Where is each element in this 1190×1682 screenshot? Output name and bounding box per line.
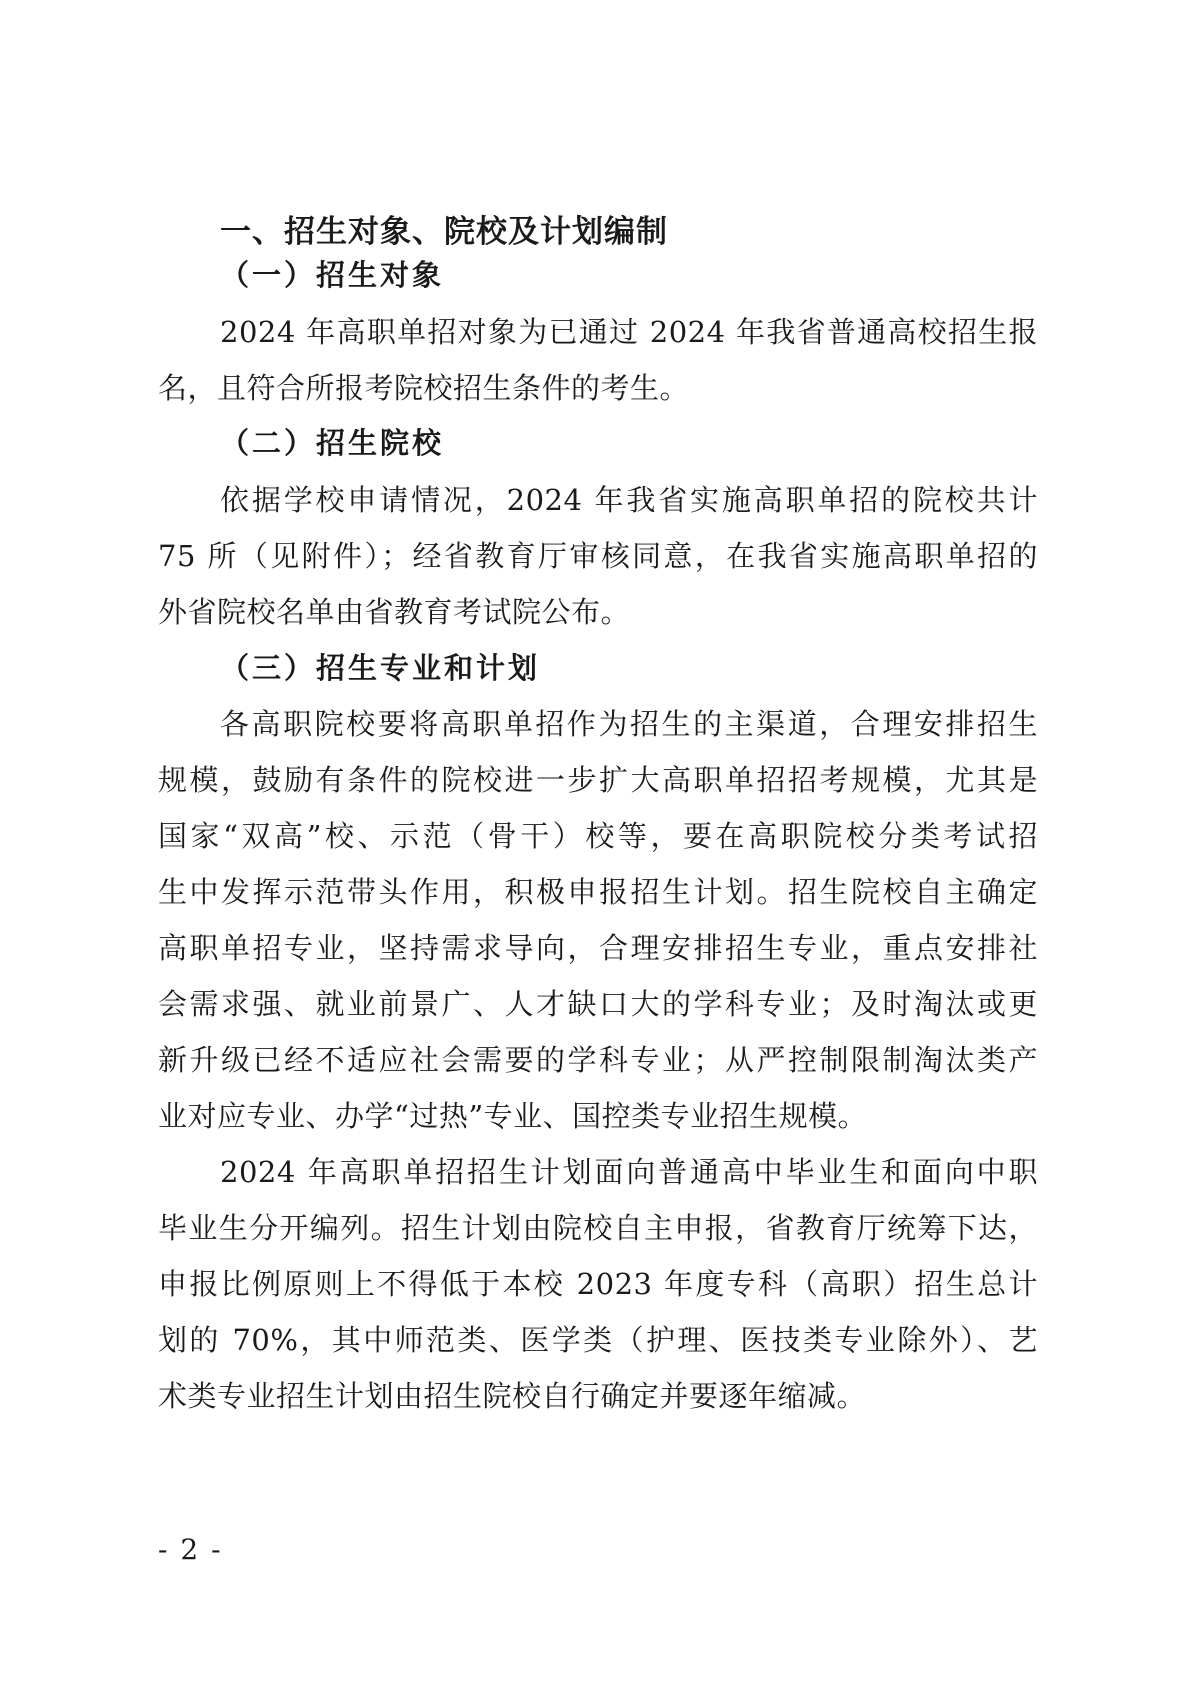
paragraph-line: 国家“双高”校、示范（骨干）校等，要在高职院校分类考试招 (158, 819, 1038, 853)
paragraph-line: 新升级已经不适应社会需要的学科专业；从严控制限制淘汰类产 (158, 1043, 1038, 1077)
paragraph-line: 高职单招专业，坚持需求导向，合理安排招生专业，重点安排社 (158, 931, 1038, 965)
paragraph-line: 各高职院校要将高职单招作为招生的主渠道，合理安排招生 (220, 707, 1038, 741)
page-number: - 2 - (158, 1533, 223, 1566)
section-title: 一、招生对象、院校及计划编制 (220, 214, 668, 250)
paragraph-line: 75 所（见附件）；经省教育厅审核同意，在我省实施高职单招的 (158, 539, 1038, 573)
paragraph-line: 2024 年高职单招对象为已通过 2024 年我省普通高校招生报 (220, 315, 1038, 349)
subsection-heading-institutions: （二）招生院校 (220, 426, 445, 460)
paragraph-line: 外省院校名单由省教育考试院公布。 (158, 595, 631, 629)
paragraph-line: 依据学校申请情况，2024 年我省实施高职单招的院校共计 (220, 483, 1038, 517)
paragraph-line: 申报比例原则上不得低于本校 2023 年度专科（高职）招生总计 (158, 1267, 1038, 1301)
paragraph-line: 毕业生分开编列。招生计划由院校自主申报，省教育厅统筹下达， (158, 1211, 1038, 1245)
paragraph-line: 业对应专业、办学“过热”专业、国控类专业招生规模。 (158, 1099, 868, 1133)
subsection-heading-recruitment-targets: （一）招生对象 (220, 258, 445, 292)
paragraph-line: 术类专业招生计划由招生院校自行确定并要逐年缩减。 (158, 1379, 867, 1413)
paragraph-line: 划的 70%，其中师范类、医学类（护理、医技类专业除外）、艺 (158, 1323, 1038, 1357)
subsection-heading-majors-and-plans: （三）招生专业和计划 (220, 651, 541, 685)
paragraph-line: 生中发挥示范带头作用，积极申报招生计划。招生院校自主确定 (158, 875, 1038, 909)
paragraph-line: 会需求强、就业前景广、人才缺口大的学科专业；及时淘汰或更 (158, 987, 1038, 1021)
paragraph-line: 2024 年高职单招招生计划面向普通高中毕业生和面向中职 (220, 1155, 1038, 1189)
paragraph-line: 规模，鼓励有条件的院校进一步扩大高职单招招考规模，尤其是 (158, 763, 1038, 797)
paragraph-line: 名，且符合所报考院校招生条件的考生。 (158, 371, 690, 405)
